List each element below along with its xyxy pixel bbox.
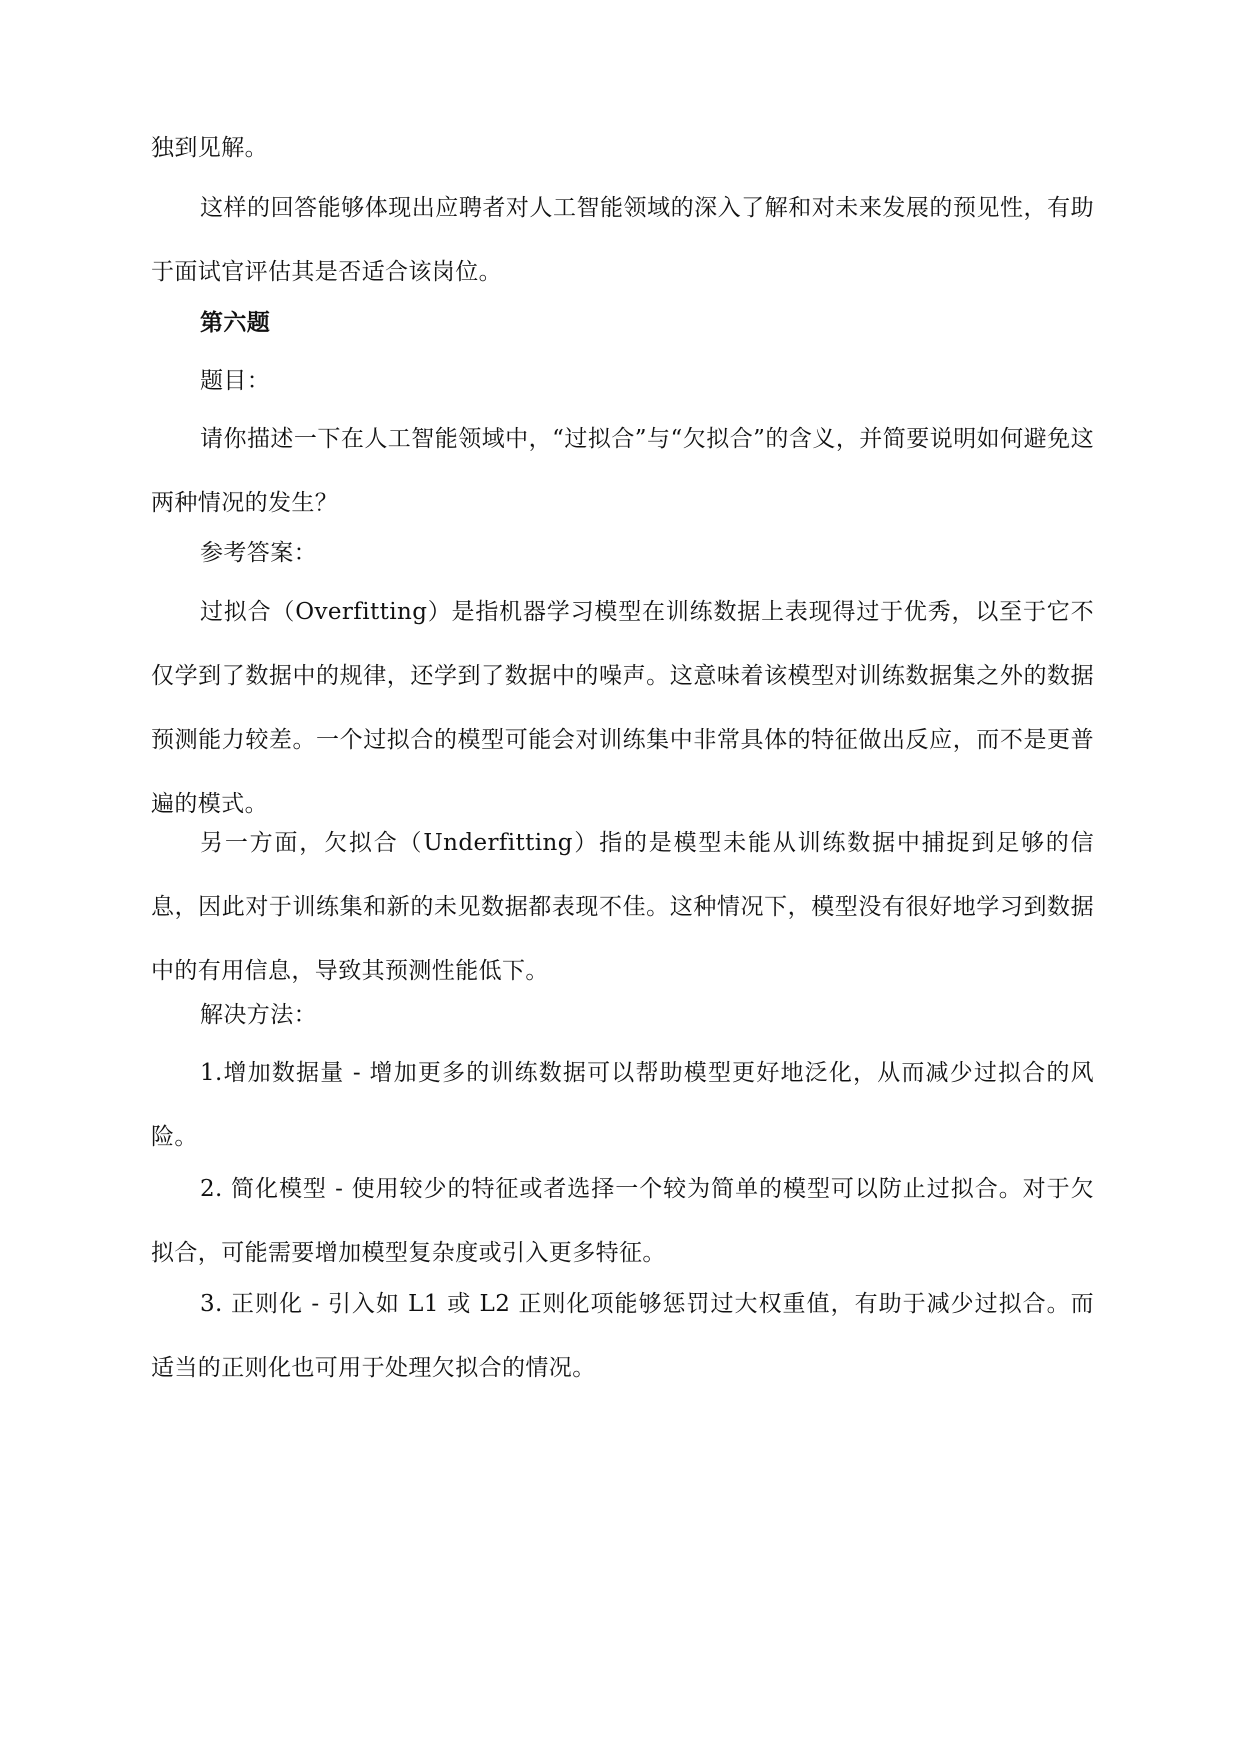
solution-item-2: 2. 简化模型 - 使用较少的特征或者选择一个较为简单的模型可以防止过拟合。对于欠拟合，可能需要增加模型复杂度或引入更多特征。	[151, 1176, 1094, 1266]
paragraph-summary: 这样的回答能够体现出应聘者对人工智能领域的深入了解和对未来发展的预见性，有助于面试官评估其是否适合该岗位。	[151, 195, 1094, 285]
solution-item-1: 1.增加数据量 - 增加更多的训练数据可以帮助模型更好地泛化，从而减少过拟合的风险。	[151, 1060, 1094, 1150]
question-text: 请你描述一下在人工智能领域中，“过拟合”与“欠拟合”的含义，并简要说明如何避免这两种情况的发生？	[151, 426, 1094, 516]
question-heading: 第六题	[200, 309, 271, 336]
solution-item-3: 3. 正则化 - 引入如 L1 或 L2 正则化项能够惩罚过大权重值，有助于减少过拟合。而适当的正则化也可用于处理欠拟合的情况。	[151, 1291, 1094, 1381]
answer-label: 参考答案：	[200, 540, 317, 566]
question-label: 题目：	[200, 368, 271, 394]
overfitting-paragraph: 过拟合（Overfitting）是指机器学习模型在训练数据上表现得过于优秀，以至于它不仅学到了数据中的规律，还学到了数据中的噪声。这意味着该模型对训练数据集之外的数据预测能力较差。一个过拟合的模型可能会对训练集中非常具体的特征做出反应，而不是更普遍的模式。	[151, 599, 1094, 817]
paragraph-continuation: 独到见解。	[151, 135, 268, 161]
underfitting-paragraph: 另一方面，欠拟合（Underfitting）指的是模型未能从训练数据中捕捉到足够的信息，因此对于训练集和新的未见数据都表现不佳。这种情况下，模型没有很好地学习到数据中的有用信息，导致其预测性能低下。	[151, 830, 1094, 984]
solutions-label: 解决方法：	[200, 1002, 317, 1028]
